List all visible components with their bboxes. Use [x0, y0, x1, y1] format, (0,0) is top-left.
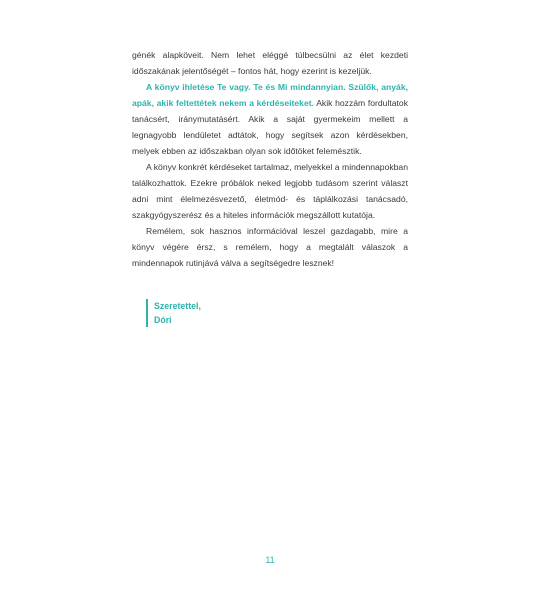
signature-name: Dóri [154, 315, 172, 325]
body-text [132, 47, 408, 271]
highlighted-text: A könyv ihletése Te vagy. Te és Mi mindannyian. Szülők, anyák, apák, akik feltettétek nekem a kérdéseiteket. [132, 82, 408, 108]
paragraph-2 [132, 79, 408, 159]
page-number: 11 [265, 555, 275, 565]
paragraph-2-rest: Akik hozzám fordultatok tanácsért, iránymutatásért. Akik a saját gyermekeim mellett a legnagyobb lendületet adtátok, hogy segítsek azon kérdésekben, melyek ebben az időszakban olyan sok időtöket felemésztik. [132, 98, 408, 156]
paragraph-1: génék alapköveit. Nem lehet eléggé túlbecsülni az élet kezdeti időszakának jelentőségét – fontos hát, hogy ezerint is kezeljük. [132, 50, 408, 76]
paragraph-4: Remélem, sok hasznos információval leszel gazdagabb, mire a könyv végére érsz, s remélem, hogy a megtalált válaszok a mindennapok rutinjává válva a segítségedre lesznek! [132, 226, 408, 268]
signature-block [146, 299, 201, 327]
signature-greeting: Szeretettel, [154, 301, 201, 311]
paragraph-3: A könyv konkrét kérdéseket tartalmaz, melyekkel a mindennapokban találkozhattok. Ezekre próbálok neked legjobb tudásom szerint választ adni mint élelmezésvezető, életmód- és táplálkozási tanácsadó, szakgyógyszerész és a hiteles információk megszállott kutatója. [132, 162, 408, 220]
